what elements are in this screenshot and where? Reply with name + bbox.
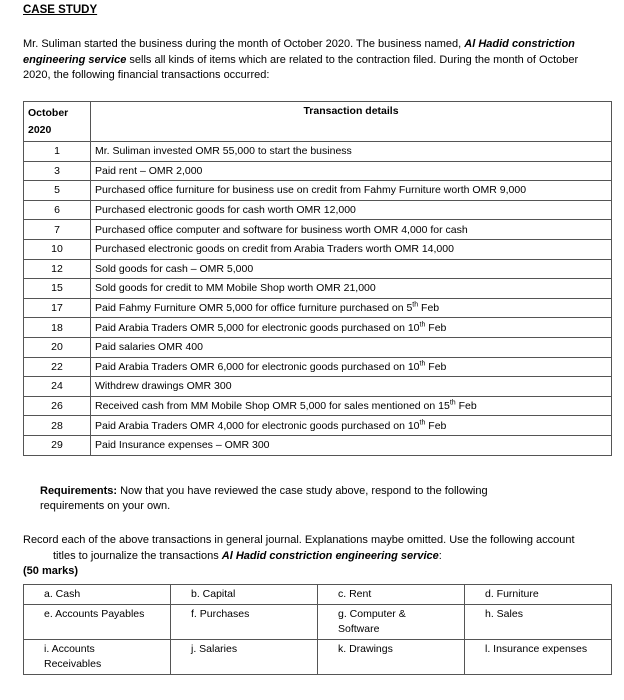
details-header: Transaction details <box>91 102 612 142</box>
transaction-row <box>24 181 612 201</box>
transaction-day: 15 <box>24 279 91 299</box>
transaction-row <box>24 161 612 181</box>
record-text-1: Record each of the above transactions in general journal. Explanations maybe omitted. Use the following account <box>23 534 575 546</box>
transaction-row <box>24 142 612 162</box>
requirements-text: Now that you have reviewed the case study above, respond to the following requirements on your own. <box>40 485 488 512</box>
company-name: Al Hadid constriction engineering service <box>23 38 575 66</box>
account-title: c. Rent <box>318 585 465 605</box>
transaction-row <box>24 318 612 338</box>
account-row <box>24 585 612 605</box>
transaction-day: 29 <box>24 435 91 455</box>
transaction-day: 18 <box>24 318 91 338</box>
account-titles-table <box>23 584 612 675</box>
transaction-row <box>24 239 612 259</box>
record-text-2: titles to journalize the transactions <box>53 549 222 562</box>
transaction-row <box>24 416 612 436</box>
transaction-detail: Purchased electronic goods for cash worth OMR 12,000 <box>91 200 612 220</box>
account-title: k. Drawings <box>318 640 465 675</box>
transaction-detail: Sold goods for credit to MM Mobile Shop worth OMR 21,000 <box>91 279 612 299</box>
transaction-day: 3 <box>24 161 91 181</box>
record-instructions <box>23 533 583 580</box>
account-title: a. Cash <box>24 585 171 605</box>
transaction-row <box>24 377 612 397</box>
transaction-day: 5 <box>24 181 91 201</box>
transaction-detail: Sold goods for cash – OMR 5,000 <box>91 259 612 279</box>
account-title: h. Sales <box>465 605 612 640</box>
transaction-detail: Purchased office furniture for business use on credit from Fahmy Furniture worth OMR 9,000 <box>91 181 612 201</box>
transaction-detail: Paid Arabia Traders OMR 4,000 for electronic goods purchased on 10th Feb <box>91 416 612 436</box>
transaction-detail: Withdrew drawings OMR 300 <box>91 377 612 397</box>
account-title: f. Purchases <box>171 605 318 640</box>
transaction-day: 10 <box>24 239 91 259</box>
transaction-day: 24 <box>24 377 91 397</box>
transaction-day: 1 <box>24 142 91 162</box>
transaction-day: 22 <box>24 357 91 377</box>
transaction-day: 12 <box>24 259 91 279</box>
transaction-day: 20 <box>24 337 91 357</box>
account-title: i. Accounts Receivables <box>24 640 171 675</box>
transaction-row <box>24 337 612 357</box>
account-row <box>24 605 612 640</box>
transaction-day: 6 <box>24 200 91 220</box>
marks-label: (50 marks) <box>23 565 79 577</box>
transaction-detail: Purchased office computer and software for business worth OMR 4,000 for cash <box>91 220 612 240</box>
case-study-title: CASE STUDY <box>23 4 98 16</box>
transaction-day: 17 <box>24 298 91 318</box>
transaction-day: 7 <box>24 220 91 240</box>
intro-text-2: sells all kinds of items which are related to the contraction filed. During the month of October 2020, the following financial transactions occurred: <box>23 53 579 81</box>
transactions-table <box>23 101 612 456</box>
intro-text-1: Mr. Suliman started the business during the month of October 2020. The business named, <box>23 38 465 50</box>
account-row <box>24 640 612 675</box>
transaction-detail: Purchased electronic goods on credit from Arabia Traders worth OMR 14,000 <box>91 239 612 259</box>
transaction-detail: Mr. Suliman invested OMR 55,000 to start the business <box>91 142 612 162</box>
transaction-row <box>24 357 612 377</box>
transaction-row <box>24 200 612 220</box>
account-title: d. Furniture <box>465 585 612 605</box>
transaction-detail: Paid Arabia Traders OMR 6,000 for electronic goods purchased on 10th Feb <box>91 357 612 377</box>
transaction-row <box>24 298 612 318</box>
account-title: g. Computer & Software <box>318 605 465 640</box>
account-title: j. Salaries <box>171 640 318 675</box>
account-title: e. Accounts Payables <box>24 605 171 640</box>
transaction-detail: Paid salaries OMR 400 <box>91 337 612 357</box>
transaction-day: 28 <box>24 416 91 436</box>
record-company-name: Al Hadid constriction engineering service <box>221 549 439 562</box>
transaction-row <box>24 396 612 416</box>
account-title: l. Insurance expenses <box>465 640 612 675</box>
transaction-row <box>24 279 612 299</box>
transaction-detail: Received cash from MM Mobile Shop OMR 5,000 for sales mentioned on 15th Feb <box>91 396 612 416</box>
month-header: October 2020 <box>24 102 91 142</box>
requirements-paragraph <box>40 484 540 514</box>
transaction-row <box>24 435 612 455</box>
record-colon: : <box>438 549 442 562</box>
account-title: b. Capital <box>171 585 318 605</box>
requirements-label: Requirements: <box>40 485 118 497</box>
transaction-detail: Paid Fahmy Furniture OMR 5,000 for office furniture purchased on 5th Feb <box>91 298 612 318</box>
intro-paragraph <box>23 37 583 84</box>
transaction-detail: Paid rent – OMR 2,000 <box>91 161 612 181</box>
transaction-row <box>24 220 612 240</box>
transaction-detail: Paid Arabia Traders OMR 5,000 for electronic goods purchased on 10th Feb <box>91 318 612 338</box>
transaction-detail: Paid Insurance expenses – OMR 300 <box>91 435 612 455</box>
transaction-row <box>24 259 612 279</box>
transaction-day: 26 <box>24 396 91 416</box>
transactions-header-row <box>24 102 612 142</box>
